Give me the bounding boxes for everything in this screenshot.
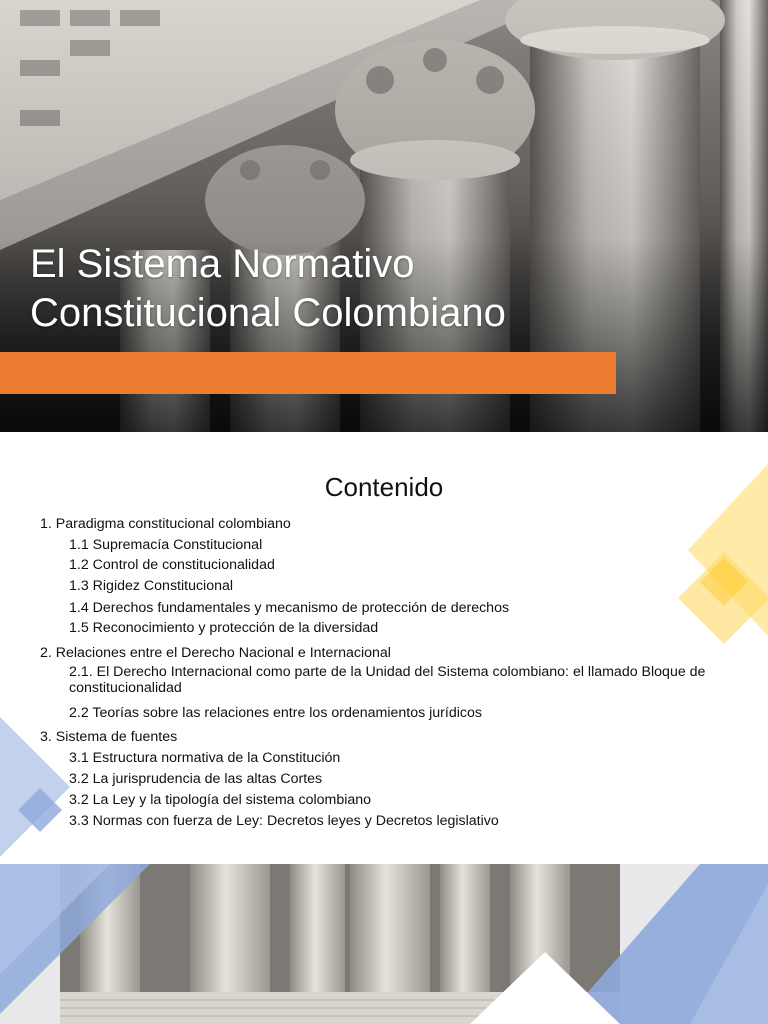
toc-item-2-2: 2.2 Teorías sobre las relaciones entre los ordenamientos jurídicos: [69, 705, 482, 721]
toc-section-1: 1. Paradigma constitucional colombiano: [40, 516, 291, 532]
toc-section-3: 3. Sistema de fuentes: [40, 729, 178, 745]
contents-slide: [0, 432, 768, 864]
accent-bar: [0, 352, 616, 394]
contents-heading: Contenido: [324, 472, 444, 502]
title-line-2: Constitucional Colombiano: [30, 291, 506, 335]
toc-item-1-3: 1.3 Rigidez Constitucional: [69, 578, 234, 594]
toc-item-3-2: 3.2 La jurisprudencia de las altas Cortes: [69, 771, 323, 787]
toc-section-2: 2. Relaciones entre el Derecho Nacional e Internacional: [40, 645, 391, 661]
toc-item-3-4: 3.3 Normas con fuerza de Ley: Decretos leyes y Decretos legislativo: [69, 813, 499, 829]
toc-item-3-3: 3.2 La Ley y la tipología del sistema colombiano: [69, 792, 372, 808]
toc-item-1-5: 1.5 Reconocimiento y protección de la diversidad: [69, 620, 379, 636]
columns-photo-bottom: [0, 864, 768, 1024]
columns-slide: [0, 864, 768, 1024]
slide-title: [30, 240, 730, 338]
toc-item-1-4: 1.4 Derechos fundamentales y mecanismo de protección de derechos: [69, 600, 510, 616]
title-line-1: El Sistema Normativo: [30, 242, 415, 286]
toc-item-1-1: 1.1 Supremacía Constitucional: [69, 537, 263, 553]
toc-item-2-1: 2.1. El Derecho Internacional como parte de la Unidad del Sistema colombiano: el llamado Bloque de constitucionalidad: [69, 664, 706, 696]
title-slide: [0, 0, 768, 432]
toc-item-3-1: 3.1 Estructura normativa de la Constitución: [69, 750, 341, 766]
toc-item-1-2: 1.2 Control de constitucionalidad: [69, 557, 275, 573]
